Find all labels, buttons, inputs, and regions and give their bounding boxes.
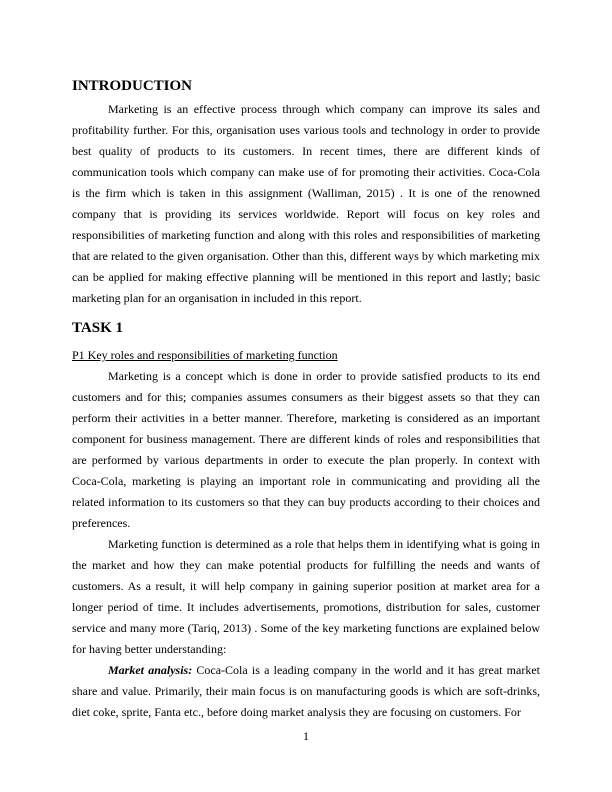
market-analysis-label: Market analysis: — [108, 663, 193, 677]
introduction-paragraph: Marketing is an effective process through which company can improve its sales and profitability further. For this, organisation uses various tools and technology in order to provide best quality of products to its customers. In recent times, there are different kinds of communication tools which company can make use of for promoting their activities. Coca-Cola is the firm which is taken in this assignment (Walliman, 2015) . It is one of the renowned company that is providing its services worldwide. Report will focus on key roles and responsibilities of marketing function and along with this roles and responsibilities of marketing that are related to the given organisation. Other than this, different ways by which marketing mix can be applied for making effective planning will be mentioned in this report and lastly; basic marketing plan for an organisation in included in this report. — [72, 102, 540, 305]
page-number: 1 — [303, 729, 309, 743]
page-content — [72, 77, 540, 723]
market-analysis-paragraph — [72, 660, 540, 723]
task-1-paragraph-1: Marketing is a concept which is done in order to provide satisfied products to its end customers and for this; companies assumes consumers as their biggest assets so that they can perform their activities in a better manner. Therefore, marketing is considered as an important component for business management. There are different kinds of roles and responsibilities that are performed by various departments in order to execute the plan properly. In context with Coca-Cola, marketing is playing an important role in communicating and providing all the related information to its customers so that they can buy products according to their choices and preferences. — [72, 369, 540, 530]
task-1-heading: TASK 1 — [72, 320, 123, 336]
task-1-paragraph-2: Marketing function is determined as a role that helps them in identifying what is going in the market and how they can make potential products for fulfilling the needs and wants of customers. As a result, it will help company in gaining superior position at market area for a longer period of time. It includes advertisements, promotions, distribution for sales, customer service and many more (Tariq, 2013) . Some of the key marketing functions are explained below for having better understanding: — [72, 537, 540, 656]
market-analysis-text: Coca-Cola is a leading company in the world and it has great market share and value. Primarily, their main focus is on manufacturing goods is which are soft-drinks, diet coke, sprite, Fanta etc., before doing market analysis they are focusing on customers. For — [72, 663, 540, 719]
introduction-heading: INTRODUCTION — [72, 78, 193, 94]
task-1-subheading: P1 Key roles and responsibilities of marketing function — [72, 348, 338, 362]
